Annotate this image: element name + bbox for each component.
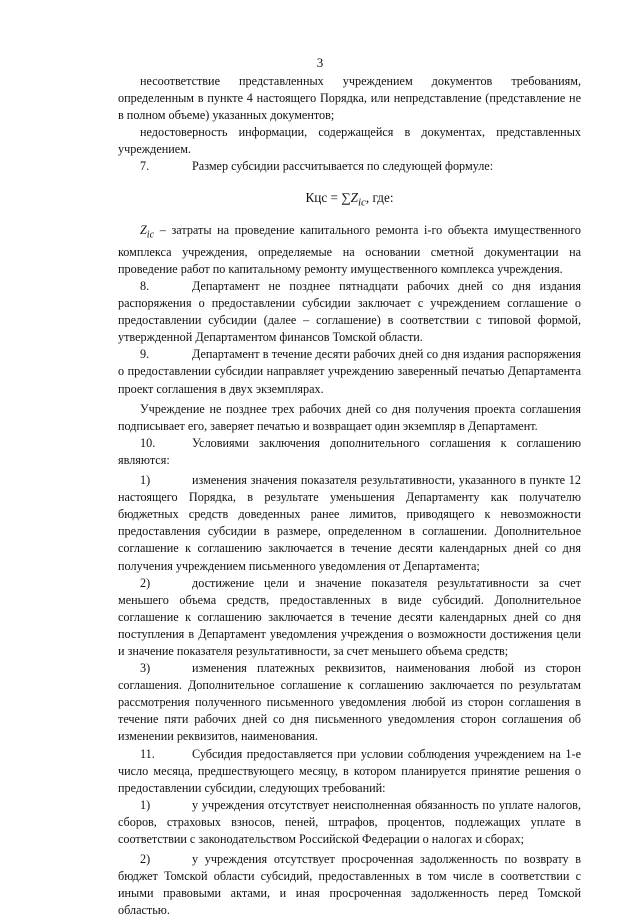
clause-11-1 — [118, 797, 581, 848]
clause-11-1-number: 1) — [140, 797, 151, 812]
clause-11-2-number: 2) — [140, 852, 151, 867]
formula-rhs: , где: — [365, 189, 394, 205]
clause-10 — [118, 435, 581, 469]
clause-7-text: Размер субсидии рассчитывается по следующей формуле: — [192, 159, 494, 174]
clause-10-2-number: 2) — [140, 575, 151, 590]
clause-8-number: 8. — [140, 279, 150, 294]
clause-10-1 — [118, 472, 581, 575]
zic-symbol: Z — [140, 223, 147, 238]
clause-11-text: Субсидия предоставляется при условии соблюдения учреждением на 1-е число месяца, предшествующего месяцу, в котором планируется принятие решения о предоставлении субсидии, следующих требований: — [118, 746, 581, 795]
zic-subscript: ic — [146, 229, 155, 241]
paragraph-nonconformity: несоответствие представленных учреждением документов требованиям, определенным в пункте 4 настоящего Порядка, или непредставление (представление не в полном объеме) указанных документов; — [118, 74, 581, 123]
zic-definition — [118, 222, 581, 278]
clause-8-text: Департамент не позднее пятнадцати рабочих дней со дня издания распоряжения о предоставлении субсидии заключает с учреждением соглашение о предоставлении субсидии (далее – соглашение) в соответствии с типовой формой, утвержденной Департаментом финансов Томской области. — [118, 279, 581, 345]
clause-9 — [118, 346, 581, 397]
clause-11-2-text: у учреждения отсутствует просроченная задолженность по возврату в бюджет Томской области субсидий, предоставленных в том числе в соответствии с иными правовыми актами, и иная просроченная задолженность перед Томской областью. — [118, 852, 581, 918]
formula-subscript: ic — [357, 196, 366, 209]
document-body — [118, 73, 581, 919]
subsidy-formula — [118, 189, 581, 212]
page-number: 3 — [316, 55, 324, 70]
clause-9-continuation: Учреждение не позднее трех рабочих дней со дня получения проекта соглашения подписывает его, заверяет печатью и возвращает один экземпляр в Департамент. — [118, 401, 581, 433]
clause-10-1-number: 1) — [140, 473, 151, 488]
clause-9-text: Департамент в течение десяти рабочих дней со дня издания распоряжения о предоставлении субсидии направляет учреждению заверенный печатью Департамента проект соглашения в двух экземплярах. — [118, 347, 581, 396]
clause-8 — [118, 278, 581, 346]
clause-11-1-text: у учреждения отсутствует неисполненная обязанность по уплате налогов, сборов, страховых взносов, пеней, штрафов, процентов, подлежащих уплате в соответствии с законодательством Российской Федерации о налогах и сборах; — [118, 797, 581, 847]
paragraph-unreliability: недостоверность информации, содержащейся в документах, представленных учреждением. — [118, 125, 581, 157]
clause-10-3-number: 3) — [140, 661, 151, 676]
clause-11-2 — [118, 851, 581, 919]
clause-7 — [118, 158, 581, 175]
clause-10-3-text: изменения платежных реквизитов, наименования любой из сторон соглашения. Дополнительное соглашение к соглашению заключается по результатам рассмотрения полученного письменного уведомления любой из сторон соглашения в течение пяти рабочих дней со дня письменного уведомления сторон соглашения об изменении реквизитов, наименования. — [118, 661, 581, 744]
clause-10-1-text: изменения значения показателя результативности, указанного в пункте 12 настоящего Порядка, в результате уменьшения Департаменту как получателю бюджетных средств доведенных ранее лимитов, приводящего к невозможности предоставления субсидии в размере, определенном в соглашении. Дополнительное соглашение к соглашению заключается в течение десяти календарных дней со дня получения учреждением письменного уведомления от Департамента; — [118, 473, 581, 573]
zic-text: – затраты на проведение капитального ремонта i-го объекта имущественного комплекса учреждения, определяемые на основании сметной документации на проведение работ по капитальному ремонту имущественного комплекса учреждения. — [118, 223, 581, 276]
clause-7-number: 7. — [140, 159, 150, 174]
clause-10-2 — [118, 575, 581, 660]
formula-z: Z — [350, 189, 358, 205]
clause-10-3 — [118, 660, 581, 745]
clause-10-text: Условиями заключения дополнительного соглашения к соглашению являются: — [118, 435, 581, 467]
clause-11 — [118, 746, 581, 797]
clause-9-number: 9. — [140, 347, 150, 362]
clause-10-number: 10. — [140, 435, 156, 450]
formula-lhs: Кцс = ∑ — [305, 189, 351, 205]
clause-10-2-text: достижение цели и значение показателя результативности за счет меньшего объема средств, предоставленных в виде субсидий. Дополнительное соглашение к соглашению заключается в течение десяти календарных дней со дня поступления в Департамент уведомления учреждения о возможности достижения цели и значение показателя результативности, за счет меньшего объема средств; — [118, 575, 581, 658]
clause-11-number: 11. — [140, 746, 155, 761]
